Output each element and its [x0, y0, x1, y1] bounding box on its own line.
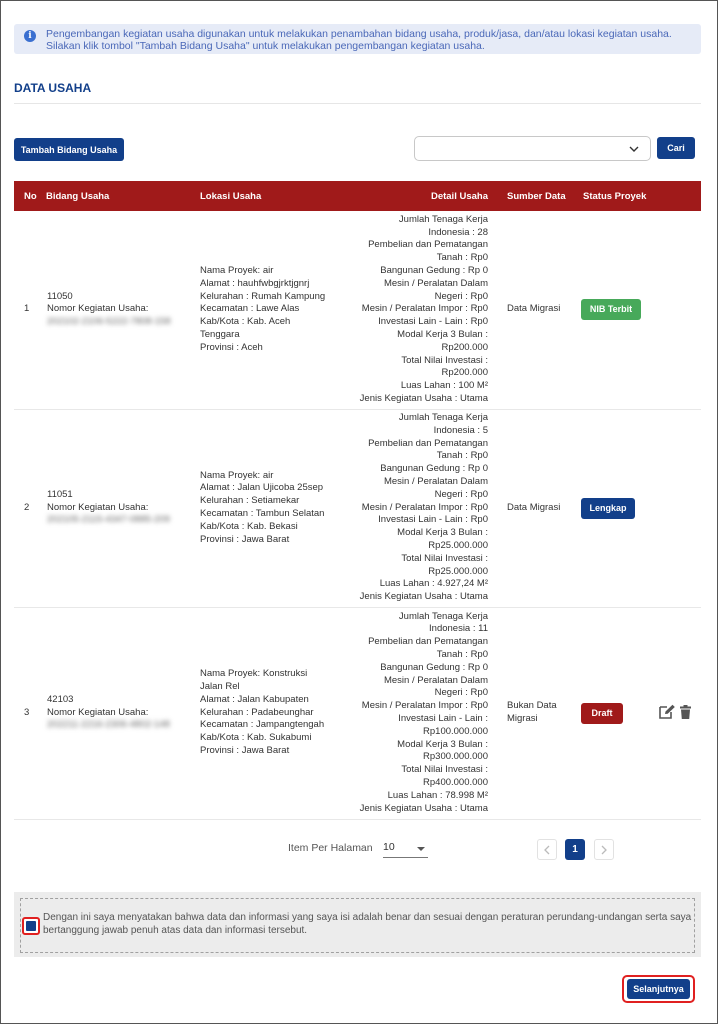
- detail-line: Rp100.000.000: [423, 725, 488, 737]
- detail-line: Mesin / Peralatan Impor : Rp0: [361, 303, 488, 315]
- header-detail: Detail Usaha: [430, 190, 488, 202]
- page-title: DATA USAHA: [14, 81, 92, 95]
- sumber-cell: Data Migrasi: [498, 409, 576, 607]
- lokasi-line: Nama Proyek: air: [200, 264, 274, 276]
- detail-line: Rp25.000.000: [428, 565, 488, 577]
- detail-line: Investasi Lain - Lain :: [398, 713, 488, 724]
- items-per-page-select[interactable]: [383, 841, 428, 858]
- search-button[interactable]: Cari: [657, 137, 695, 159]
- info-banner: [14, 24, 701, 54]
- detail-line: Mesin / Peralatan Impor : Rp0: [361, 700, 488, 712]
- consent-checkbox[interactable]: [22, 917, 40, 935]
- lokasi-line: Kab/Kota : Kab. Sukabumi: [200, 732, 312, 744]
- lokasi-cell: [200, 211, 350, 409]
- lokasi-line: Jalan Rel: [200, 681, 240, 692]
- detail-line: Negeri : Rp0: [434, 488, 488, 500]
- lokasi-line: Alamat : hauhfwbgjrktjgnrj: [200, 277, 310, 289]
- chevron-right-icon: [600, 845, 608, 855]
- detail-line: Mesin / Peralatan Dalam: [383, 674, 488, 686]
- detail-line: Jumlah Tenaga Kerja: [398, 610, 488, 622]
- detail-line: Tanah : Rp0: [436, 450, 488, 462]
- page-button-current[interactable]: 1: [565, 839, 585, 860]
- row-actions: [659, 704, 691, 719]
- business-table: [14, 181, 701, 820]
- status-cell: [576, 211, 701, 409]
- items-per-page-label: Item Per Halaman: [288, 842, 373, 854]
- lokasi-line: Kelurahan : Padabeunghar: [200, 706, 314, 718]
- detail-line: Investasi Lain - Lain : Rp0: [378, 514, 488, 526]
- kbli-code: 11050: [47, 290, 73, 302]
- status-badge[interactable]: Draft: [581, 703, 623, 724]
- sumber-line: Migrasi: [507, 713, 538, 724]
- row-no: 2: [14, 409, 46, 607]
- status-cell: [576, 409, 701, 607]
- bidang-cell: [46, 607, 200, 819]
- detail-line: Bangunan Gedung : Rp 0: [380, 264, 488, 276]
- prev-page-button[interactable]: [537, 839, 557, 860]
- lokasi-cell: [200, 607, 350, 819]
- detail-line: Modal Kerja 3 Bulan :: [397, 738, 488, 750]
- edit-icon[interactable]: [659, 704, 676, 719]
- lokasi-line: Kab/Kota : Kab. Bekasi: [200, 520, 298, 532]
- info-text: Pengembangan kegiatan usaha digunakan untuk melakukan penambahan bidang usaha, produk/jasa, dan/atau lokasi kegiatan usaha. Silakan klik tombol "Tambah Bidang Usaha" untuk melakukan pengembangan kegiatan usaha.: [46, 28, 672, 52]
- detail-line: Total Nilai Investasi :: [401, 764, 488, 776]
- nkl-label: Nomor Kegiatan Usaha:: [47, 501, 149, 513]
- lokasi-line: Kecamatan : Jampangtengah: [200, 719, 325, 731]
- status-badge[interactable]: Lengkap: [581, 498, 635, 519]
- detail-line: Mesin / Peralatan Impor : Rp0: [361, 501, 488, 513]
- detail-line: Pembelian dan Pematangan: [368, 239, 488, 251]
- detail-line: Tanah : Rp0: [436, 649, 488, 661]
- table-row: [14, 607, 701, 819]
- lokasi-line: Kelurahan : Setiamekar: [200, 495, 300, 507]
- detail-cell: [350, 409, 498, 607]
- detail-line: Rp25.000.000: [428, 539, 488, 551]
- nkl-label: Nomor Kegiatan Usaha:: [47, 706, 149, 718]
- sumber-line: Bukan Data: [507, 700, 557, 712]
- lokasi-line: Provinsi : Aceh: [200, 341, 263, 353]
- row-no: 1: [14, 211, 46, 409]
- divider: [14, 103, 701, 104]
- consent-text: Dengan ini saya menyatakan bahwa data dan informasi yang saya isi adalah benar dan sesuai dengan peraturan perundang-undangan serta saya bertanggung jawab penuh atas data dan informasi tersebut.: [43, 912, 692, 936]
- detail-line: Jumlah Tenaga Kerja: [398, 412, 488, 424]
- nkl-value: 202102-2106-5222-7808-158: [47, 316, 171, 328]
- info-icon: i: [24, 30, 36, 42]
- bidang-cell: [46, 409, 200, 607]
- lokasi-line: Nama Proyek: air: [200, 469, 274, 481]
- add-business-button[interactable]: Tambah Bidang Usaha: [14, 138, 124, 161]
- detail-line: Jumlah Tenaga Kerja: [398, 213, 488, 225]
- lokasi-line: Provinsi : Jawa Barat: [200, 533, 290, 545]
- next-page-button[interactable]: [594, 839, 614, 860]
- detail-line: Indonesia : 5: [433, 424, 488, 436]
- nkl-value: 202105-2115-4347-0885-209: [47, 514, 170, 526]
- detail-line: Luas Lahan : 78.998 M²: [387, 789, 488, 801]
- detail-line: Pembelian dan Pematangan: [368, 437, 488, 449]
- detail-line: Rp200.000: [441, 341, 488, 353]
- kbli-code: 42103: [47, 693, 74, 705]
- lokasi-cell: [200, 409, 350, 607]
- lokasi-line: Kecamatan : Tambun Selatan: [200, 508, 325, 519]
- lokasi-line: Kecamatan : Lawe Alas: [200, 303, 300, 315]
- lokasi-line: Nama Proyek: Konstruksi: [200, 668, 308, 680]
- header-status: Status Proyek: [583, 190, 647, 202]
- detail-line: Negeri : Rp0: [434, 290, 488, 302]
- trash-icon[interactable]: [680, 705, 691, 719]
- search-select[interactable]: [414, 136, 651, 161]
- caret-down-icon: [417, 847, 425, 851]
- detail-line: Luas Lahan : 100 M²: [400, 380, 488, 392]
- status-badge[interactable]: NIB Terbit: [581, 299, 641, 320]
- detail-line: Rp200.000: [441, 367, 488, 379]
- detail-line: Pembelian dan Pematangan: [368, 636, 488, 648]
- sumber-cell: Data Migrasi: [498, 211, 576, 409]
- lokasi-line: Tenggara: [200, 328, 240, 340]
- chevron-down-icon: [628, 143, 640, 155]
- detail-cell: [350, 607, 498, 819]
- header-sumber: Sumber Data: [507, 190, 566, 202]
- lokasi-line: Provinsi : Jawa Barat: [200, 744, 290, 756]
- lokasi-line: Kelurahan : Rumah Kampung: [200, 290, 326, 302]
- detail-line: Total Nilai Investasi :: [401, 354, 488, 366]
- nkl-label: Nomor Kegiatan Usaha:: [47, 303, 149, 315]
- kbli-code: 11051: [47, 488, 73, 500]
- nkl-value: 202211-2216-2306-4802-148: [47, 719, 170, 731]
- table-row: [14, 211, 701, 409]
- header-lokasi: Lokasi Usaha: [200, 190, 262, 202]
- lokasi-line: Alamat : Jalan Kabupaten: [200, 693, 309, 705]
- detail-line: Total Nilai Investasi :: [401, 552, 488, 564]
- detail-line: Indonesia : 28: [428, 226, 488, 238]
- detail-line: Investasi Lain - Lain : Rp0: [378, 316, 488, 328]
- detail-line: Modal Kerja 3 Bulan :: [397, 328, 488, 340]
- chevron-left-icon: [543, 845, 551, 855]
- table-row: [14, 409, 701, 607]
- sumber-cell: [498, 607, 576, 819]
- detail-line: Bangunan Gedung : Rp 0: [380, 463, 488, 475]
- detail-line: Negeri : Rp0: [434, 687, 488, 699]
- bidang-cell: [46, 211, 200, 409]
- lokasi-line: Alamat : Jalan Ujicoba 25sep: [200, 482, 324, 494]
- detail-line: Mesin / Peralatan Dalam: [383, 277, 488, 289]
- header-bidang: Bidang Usaha: [46, 190, 110, 202]
- detail-line: Jenis Kegiatan Usaha : Utama: [359, 591, 488, 603]
- detail-line: Modal Kerja 3 Bulan :: [397, 527, 488, 539]
- detail-line: Tanah : Rp0: [436, 252, 488, 264]
- header-no: No: [24, 190, 37, 202]
- next-button[interactable]: Selanjutnya: [627, 979, 690, 999]
- row-no: 3: [14, 607, 46, 819]
- detail-line: Jenis Kegiatan Usaha : Utama: [359, 392, 488, 404]
- detail-line: Mesin / Peralatan Dalam: [383, 476, 488, 487]
- checkbox-checked-icon: [26, 921, 36, 931]
- detail-cell: [350, 211, 498, 409]
- table-header: [14, 181, 701, 211]
- detail-line: Indonesia : 11: [429, 623, 488, 635]
- detail-line: Jenis Kegiatan Usaha : Utama: [359, 802, 488, 814]
- detail-line: Rp400.000.000: [423, 776, 488, 788]
- detail-line: Rp300.000.000: [423, 751, 488, 763]
- lokasi-line: Kab/Kota : Kab. Aceh: [200, 316, 291, 328]
- detail-line: Bangunan Gedung : Rp 0: [380, 661, 488, 673]
- items-per-page-value: 10: [383, 841, 395, 853]
- detail-line: Luas Lahan : 4.927,24 M²: [379, 578, 488, 590]
